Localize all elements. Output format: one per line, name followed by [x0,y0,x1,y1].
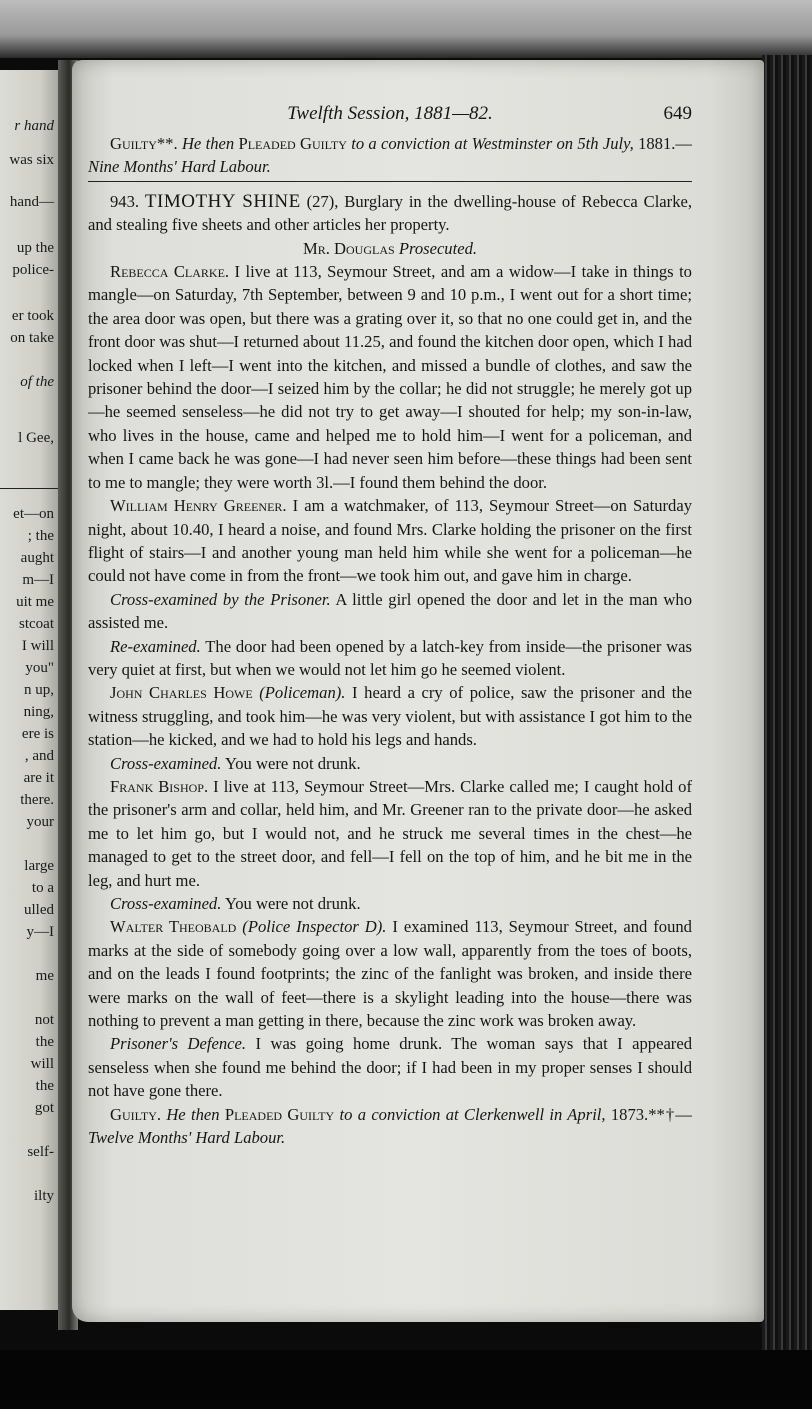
running-header [88,102,692,132]
prosecution-line: Mr. Douglas Prosecuted. [302,238,478,258]
running-title: Twelfth Session, 1881—82. [287,103,493,124]
verdict-label: Guilty**. [110,134,178,153]
scan-bottom-edge [0,1350,812,1409]
witness-name: John Charles Howe [110,683,253,703]
previous-page-text-fragment: you" [25,660,54,676]
previous-page-rule [0,488,58,489]
previous-page-text-fragment: got [34,1100,54,1116]
previous-page-text-fragment: l Gee, [18,430,54,446]
previous-page-text-fragment: of the [20,374,54,390]
cross-examination: Cross-examined by the Prisoner. A little girl opened the door and let in the man who assisted me. [88,589,693,633]
witness-name: Walter Theobald [110,917,237,937]
previous-page-text-fragment: police- [12,262,54,278]
sentence: Nine Months' Hard Labour. [88,157,271,177]
testimony-paragraph: Walter Theobald (Police Inspector D). I examined 113, Seymour Street, and found marks at the side of somebody going over a low wall, apparently from the toes of boots, and on the leads I found footprints; the zinc of the fanlight was broken, and inside there were marks on the wall of feet—there is a skylight leading into the house—there was nothing to prevent a man getting in there, because the zinc work was broken away. [88,917,692,1031]
testimony-paragraph: John Charles Howe (Policeman). I heard a cry of police, saw the prisoner and the witness struggling, and took him—he was very violent, but with assistance I got him to the station—he kicked, and we had to hold his legs and hands. [88,683,692,750]
previous-page-text-fragment: uit me [16,594,54,610]
previous-page-text-fragment: will [30,1056,54,1072]
prisoner-defence: Prisoner's Defence. I was going home drunk. The woman says that I appeared senseless when she found me behind the door; if I had been in my proper senses I should not have gone there. [88,1034,692,1101]
case-number: 943. [110,191,140,211]
previous-page-text-fragment: me [35,968,54,984]
defendant-name: TIMOTHY SHINE [144,190,301,212]
previous-page-text-fragment: on take [10,330,54,346]
cross-examination: Cross-examined. You were not drunk. [110,894,361,913]
previous-page-text-fragment: ere is [21,726,54,742]
previous-page-text-fragment: r hand [14,118,54,134]
previous-page-text-fragment: the [35,1034,54,1050]
book-page-edges [762,55,812,1355]
case-heading [88,190,692,237]
previous-page-text-fragment: to a [31,880,54,896]
testimony-paragraph: William Henry Greener. I am a watchmaker, of 113, Seymour Street—on Saturday night, about 10.40, I heard a noise, and found Mrs. Clarke holding the prisoner on the first flight of stairs—I and another young man held him while she went for a policeman—he could not have come in from the front—we took him out, and gave him in charge. [88,496,692,586]
previous-page-text-fragment: are it [23,770,54,786]
section-rule [88,181,692,182]
previous-page-text-fragment: your [26,814,54,830]
previous-page-text-fragment: there. [20,792,54,808]
case-verdict: Guilty. He then Pleaded Guilty to a conviction at Clerkenwell in April, 1873.**†—Twelve Months' Hard Labour. [88,1104,692,1148]
page-number: 649 [663,103,692,124]
prosecutor-name: Mr. Douglas [302,238,395,258]
previous-page-text-fragment: stcoat [19,616,54,632]
witness-name: Rebecca Clarke. [110,262,230,282]
previous-page-text-fragment: self- [27,1144,54,1160]
previous-page-text-fragment: aught [20,550,54,566]
re-examination: Re-examined. The door had been opened by a latch-key from inside—the prisoner was very quiet at first, but when we would not let him go he seemed violent. [88,636,692,679]
previous-page-fragment [0,70,58,1310]
testimony-paragraph: Rebecca Clarke. I live at 113, Seymour Street, and am a widow—I take in things to mangle—on Saturday, 7th September, between 9 and 10 p.m., I went out for a short time; the area door was open, but there was a grating over it, so that no one could get in, and the front door was shut—I returned about 11.25, and found the kitchen door open, which I had locked when I left—I went into the kitchen, and missed a bundle of clothes, and saw the prisoner behind the door—I seized him by the collar; he did not struggle; he merely got up—he seemed senseless—he did not try to get away—I shouted for help; my son-in-law, who lives in the house, came and helped me to hold him—I went for a policeman, and when I came back he was gone—I had never seen him before—these things had been sent to me to mangle; they were worth 3l.—I found them behind the door. [88,262,692,492]
previous-page-text-fragment: ning, [23,704,54,720]
scan-top-edge [0,0,812,58]
previous-page-text-fragment: , and [24,748,54,764]
cross-examination: Cross-examined. You were not drunk. [110,753,361,773]
previous-page-text-fragment: ; the [27,528,54,544]
charge-text: (27), Burglary in the dwelling-house of Rebecca Clarke, and stealing five sheets and other articles her property. [88,191,693,235]
verdict-label: Guilty. [110,1104,162,1124]
witness-name: William Henry Greener. [110,496,287,516]
previous-page-text-fragment: large [24,858,54,874]
previous-page-text-fragment: ulled [24,902,54,918]
previous-page-text-fragment: I will [21,638,54,654]
testimony-paragraph: Frank Bishop. I live at 113, Seymour Street—Mrs. Clarke called me; I caught hold of the prisoner's arm and collar, held him, and Mr. Greener ran to the private door—he asked me to let him go, but I would not, and he struck me several times in the chest—he managed to get to the street door, and fell—I fell on the top of him, and he bit me in the leg, and hurt me. [88,776,692,890]
witness-name: Frank Bishop. [110,776,209,796]
previous-page-text-fragment: et—on [13,506,54,522]
previous-page-text-fragment: m—I [22,572,54,588]
previous-page-text-fragment: n up, [24,682,54,698]
previous-page-text-fragment: y—I [26,924,54,940]
previous-page-text-fragment: was six [9,152,54,168]
previous-case-verdict: Guilty**. He then Pleaded Guilty to a conviction at Westminster on 5th July, 1881.—Nine Months' Hard Labour. [88,134,692,177]
previous-page-text-fragment: er took [11,308,54,324]
page-content [88,102,692,1149]
sentence: Twelve Months' Hard Labour. [88,1128,286,1148]
previous-page-text-fragment: ilty [33,1188,54,1204]
previous-page-text-fragment: up the [16,240,54,256]
previous-page-text-fragment: not [34,1012,54,1028]
previous-page-text-fragment: the [35,1078,54,1094]
previous-page-text-fragment: hand— [9,194,54,210]
